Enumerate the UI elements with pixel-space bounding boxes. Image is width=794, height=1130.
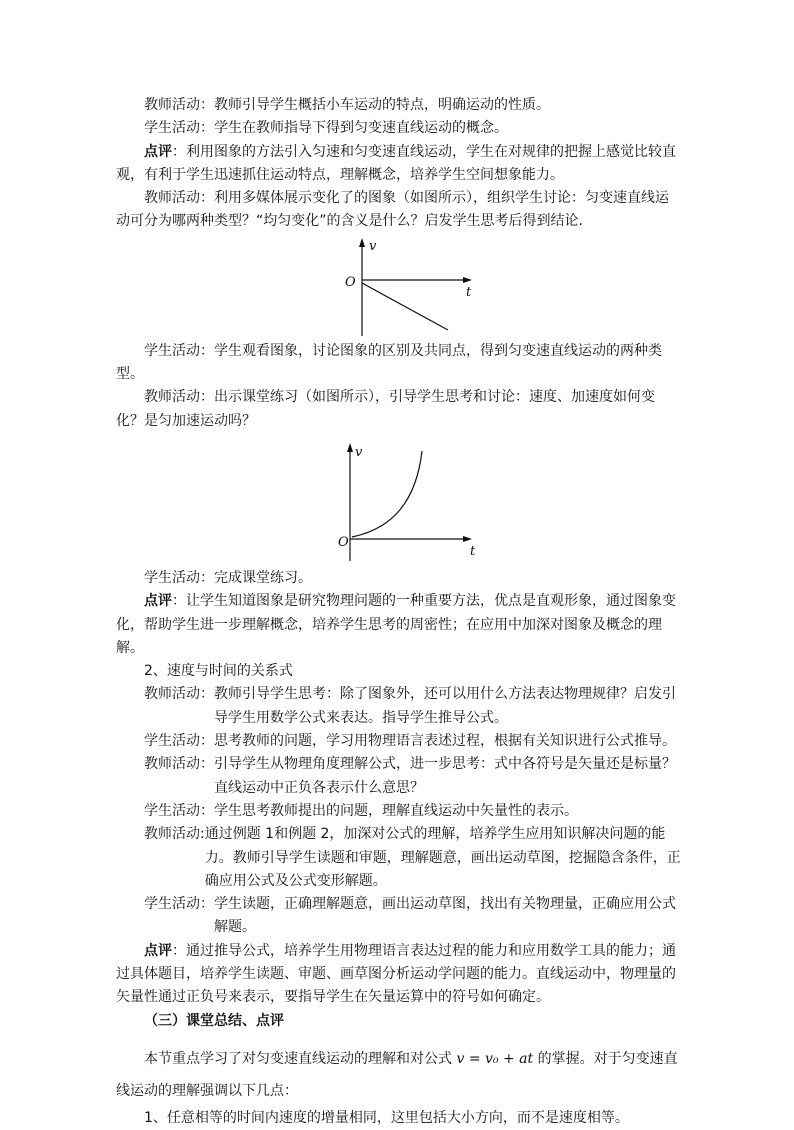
activity-text: 学生思考教师提出的问题，理解直线运动中矢量性的表示。 — [214, 802, 578, 819]
paragraph-comment-3 — [116, 940, 682, 1010]
activity-text: 教师引导学生思考：除了图象外，还可以用什么方法表达物理规律？启发引导学生用数学公式来表达。指导学生推导公式。 — [214, 686, 676, 726]
activity-label: 教师活动： — [144, 756, 214, 773]
velocity-line — [362, 283, 448, 330]
y-axis-label: v — [369, 238, 377, 254]
summary-text-after: 的掌握。对于匀变速直线运动的理解强调以下几点： — [116, 1050, 678, 1099]
activity-text: 思考教师的问题，学习用物理语言表述过程，根据有关知识进行公式推导。 — [214, 733, 676, 750]
section-heading-velocity-time: 2、速度与时间的关系式 — [144, 663, 293, 680]
paragraph-student-activity-1: 学生活动：学生在教师指导下得到匀变速直线运动的概念。 — [144, 120, 508, 137]
activity-row — [116, 683, 682, 730]
document-page — [116, 94, 682, 1130]
vt-graph-1 — [116, 238, 682, 336]
paragraph-student-activity-2: 学生活动：学生观看图象，讨论图象的区别及共同点，得到匀变速直线运动的两种类型。 — [116, 342, 662, 383]
origin-label: O — [338, 534, 349, 550]
activity-text: 引导学生从物理角度理解公式，进一步思考：式中各符号是矢量还是标量？直线运动中正负各表示什么意思？ — [214, 756, 676, 796]
figure-decelerating-vt-graph — [116, 238, 682, 336]
y-axis-arrow — [359, 238, 365, 247]
paragraph-student-activity-3: 学生活动：完成课堂练习。 — [144, 569, 312, 586]
comment-label: 点评 — [144, 942, 172, 959]
activity-label: 教师活动: — [144, 826, 205, 843]
summary-text-before: 本节重点学习了对匀变速直线运动的理解和对公式 — [144, 1050, 457, 1067]
activity-text: 通过例题 1和例题 2，加深对公式的理解，培养学生应用知识解决问题的能力。教师引导学生读题和审题，理解题意，画出运动草图，挖掘隐含条件，正确应用公式及公式变形解题。 — [204, 826, 681, 889]
y-axis-arrow — [347, 443, 353, 452]
paragraph-summary — [116, 1043, 682, 1107]
activity-label: 学生活动： — [144, 733, 214, 750]
activity-label: 学生活动： — [144, 802, 214, 819]
section-heading-summary: （三）课堂总结、点评 — [144, 1012, 284, 1029]
x-axis-label: t — [470, 543, 476, 559]
x-axis-label: t — [466, 284, 472, 300]
comment-label: 点评 — [144, 593, 172, 610]
paragraph-comment-2 — [116, 590, 682, 660]
velocity-curve — [352, 451, 422, 537]
paragraph-comment-1 — [116, 141, 682, 188]
comment-text: ：通过推导公式，培养学生用物理语言表达过程的能力和应用数学工具的能力；通过具体题目，培养学生读题、审题、画草图分析运动学问题的能力。直线运动中，物理量的矢量性通过正负号来表示，要指导学生在矢量运算中的符号如何确定。 — [116, 942, 676, 1006]
activity-label: 学生活动： — [144, 896, 214, 913]
y-axis-label: v — [355, 444, 363, 460]
comment-label: 点评 — [144, 143, 172, 160]
activity-row — [116, 800, 682, 823]
activity-row — [116, 893, 682, 940]
comment-text: ：利用图象的方法引入匀速和匀变速直线运动，学生在对规律的把握上感觉比较直观，有利于学生迅速抓住运动特点，理解概念，培养学生空间想象能力。 — [116, 143, 676, 183]
formula-velocity: v = v₀ + at — [456, 1050, 534, 1067]
activity-row — [116, 823, 682, 893]
activity-row — [116, 753, 682, 800]
activity-label: 教师活动： — [144, 686, 214, 703]
x-axis-arrow — [463, 277, 472, 283]
paragraph-teacher-activity-1: 教师活动：教师引导学生概括小车运动的特点，明确运动的性质。 — [144, 97, 550, 113]
comment-text: ：让学生知道图象是研究物理问题的一种重要方法，优点是直观形象，通过图象变化，帮助学生进一步理解概念，培养学生思考的周密性；在应用中加深对图象及概念的理解。 — [116, 593, 676, 656]
figure-accelerating-vt-graph — [116, 443, 682, 561]
paragraph-teacher-activity-2: 教师活动：利用多媒体展示变化了的图象（如图所示），组织学生讨论：匀变速直线运动可分为哪两种类型？“均匀变化”的含义是什么？启发学生思考后得到结论. — [116, 190, 669, 230]
activity-row — [116, 730, 682, 753]
paragraph-point-1: 1、任意相等的时间内速度的增量相同，这里包括大小方向，而不是速度相等。 — [144, 1109, 629, 1126]
x-axis-arrow — [463, 536, 472, 542]
origin-label: O — [345, 274, 356, 290]
paragraph-teacher-activity-3: 教师活动：出示课堂练习（如图所示），引导学生思考和讨论：速度、加速度如何变化？是匀加速运动吗？ — [116, 389, 655, 429]
vt-graph-2 — [116, 443, 682, 561]
activity-text: 学生读题，正确理解题意，画出运动草图，找出有关物理量，正确应用公式解题。 — [214, 896, 676, 936]
